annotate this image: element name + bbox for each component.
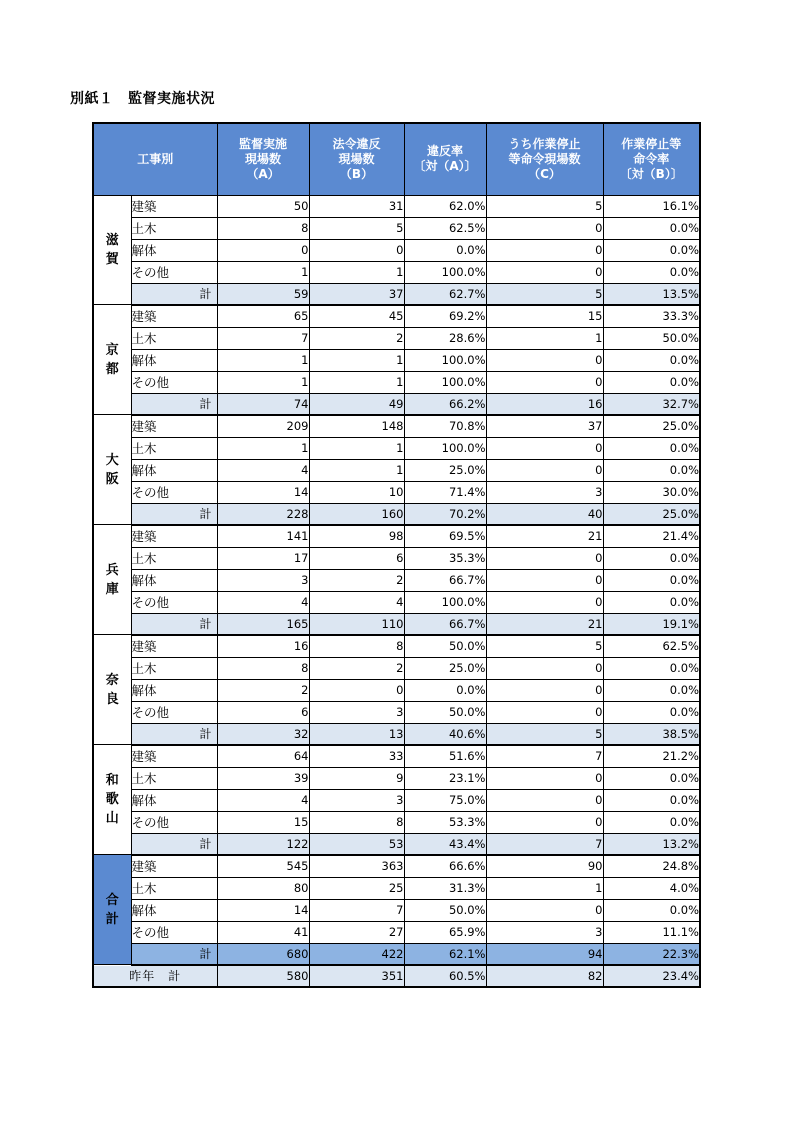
table-row <box>93 525 700 548</box>
table-row <box>93 591 700 613</box>
value-cell-r: 100.0% <box>404 437 486 459</box>
subtotal-cell-r: 62.7% <box>404 283 486 305</box>
inspection-table <box>92 122 701 988</box>
value-cell-a: 17 <box>217 547 309 569</box>
value-cell-r2: 4.0% <box>603 877 700 899</box>
value-cell-a: 16 <box>217 635 309 658</box>
value-cell-b: 148 <box>309 415 404 438</box>
subtotal-row <box>93 723 700 745</box>
subtotal-cell-c: 16 <box>486 393 603 415</box>
category-cell: 土木 <box>131 217 217 239</box>
value-cell-r2: 21.4% <box>603 525 700 548</box>
category-cell: 建築 <box>131 305 217 328</box>
value-cell-c: 3 <box>486 921 603 943</box>
value-cell-a: 4 <box>217 591 309 613</box>
value-cell-b: 5 <box>309 217 404 239</box>
subtotal-cell-r2: 32.7% <box>603 393 700 415</box>
category-cell: 解体 <box>131 239 217 261</box>
value-cell-b: 1 <box>309 371 404 393</box>
value-cell-c: 5 <box>486 195 603 217</box>
value-cell-r2: 0.0% <box>603 239 700 261</box>
value-cell-r2: 30.0% <box>603 481 700 503</box>
prefecture-char: 和 <box>105 773 119 788</box>
header-col-c: うち作業停止 等命令現場数 （C） <box>486 123 603 195</box>
value-cell-b: 25 <box>309 877 404 899</box>
subtotal-cell-b: 37 <box>309 283 404 305</box>
subtotal-cell-b: 160 <box>309 503 404 525</box>
category-cell: その他 <box>131 591 217 613</box>
subtotal-cell-c: 94 <box>486 943 603 965</box>
value-cell-r: 0.0% <box>404 239 486 261</box>
category-cell: 建築 <box>131 855 217 878</box>
table-row <box>93 415 700 438</box>
value-cell-r2: 0.0% <box>603 701 700 723</box>
table-row <box>93 547 700 569</box>
category-cell: その他 <box>131 261 217 283</box>
value-cell-r: 100.0% <box>404 371 486 393</box>
value-cell-b: 31 <box>309 195 404 217</box>
value-cell-b: 0 <box>309 239 404 261</box>
table-row <box>93 657 700 679</box>
prefecture-char: 賀 <box>105 251 119 267</box>
value-cell-r: 25.0% <box>404 657 486 679</box>
value-cell-c: 15 <box>486 305 603 328</box>
value-cell-b: 8 <box>309 635 404 658</box>
value-cell-b: 33 <box>309 745 404 768</box>
value-cell-c: 0 <box>486 239 603 261</box>
value-cell-b: 8 <box>309 811 404 833</box>
value-cell-r2: 0.0% <box>603 789 700 811</box>
value-cell-a: 1 <box>217 437 309 459</box>
value-cell-c: 7 <box>486 745 603 768</box>
value-cell-a: 1 <box>217 371 309 393</box>
table-row <box>93 195 700 217</box>
category-cell: 建築 <box>131 635 217 658</box>
table-row <box>93 239 700 261</box>
prefecture-char: 歌 <box>105 792 119 807</box>
value-cell-a: 15 <box>217 811 309 833</box>
value-cell-a: 64 <box>217 745 309 768</box>
table-row <box>93 811 700 833</box>
value-cell-a: 14 <box>217 481 309 503</box>
subtotal-label: 計 <box>131 833 217 855</box>
subtotal-cell-r: 70.2% <box>404 503 486 525</box>
header-col-a: 監督実施 現場数 （A） <box>217 123 309 195</box>
value-cell-r: 71.4% <box>404 481 486 503</box>
value-cell-r2: 0.0% <box>603 437 700 459</box>
value-cell-r: 100.0% <box>404 261 486 283</box>
value-cell-r: 100.0% <box>404 591 486 613</box>
value-cell-b: 6 <box>309 547 404 569</box>
prefecture-char: 奈 <box>105 672 119 688</box>
header-col-rate: 違反率 〔対（A）〕 <box>404 123 486 195</box>
value-cell-r: 50.0% <box>404 899 486 921</box>
table-row <box>93 217 700 239</box>
value-cell-c: 90 <box>486 855 603 878</box>
value-cell-c: 0 <box>486 547 603 569</box>
category-cell: 解体 <box>131 459 217 481</box>
value-cell-r2: 0.0% <box>603 547 700 569</box>
subtotal-cell-a: 74 <box>217 393 309 415</box>
previous-year-cell-c: 82 <box>486 965 603 987</box>
value-cell-c: 0 <box>486 701 603 723</box>
subtotal-cell-b: 53 <box>309 833 404 855</box>
prefecture-char: 計 <box>105 911 119 927</box>
previous-year-cell-r: 60.5% <box>404 965 486 987</box>
value-cell-r2: 0.0% <box>603 371 700 393</box>
subtotal-cell-r2: 13.5% <box>603 283 700 305</box>
prefecture-cell <box>93 305 131 415</box>
value-cell-r: 23.1% <box>404 767 486 789</box>
value-cell-a: 209 <box>217 415 309 438</box>
category-cell: 建築 <box>131 415 217 438</box>
value-cell-c: 3 <box>486 481 603 503</box>
prefecture-char: 兵 <box>105 562 119 578</box>
subtotal-row <box>93 503 700 525</box>
table-row <box>93 481 700 503</box>
category-cell: 土木 <box>131 877 217 899</box>
value-cell-r: 31.3% <box>404 877 486 899</box>
value-cell-a: 14 <box>217 899 309 921</box>
value-cell-r: 50.0% <box>404 635 486 658</box>
value-cell-c: 0 <box>486 349 603 371</box>
category-cell: その他 <box>131 811 217 833</box>
subtotal-cell-r2: 38.5% <box>603 723 700 745</box>
value-cell-r: 51.6% <box>404 745 486 768</box>
value-cell-r2: 16.1% <box>603 195 700 217</box>
value-cell-r2: 11.1% <box>603 921 700 943</box>
category-cell: 土木 <box>131 767 217 789</box>
value-cell-a: 41 <box>217 921 309 943</box>
subtotal-cell-r2: 25.0% <box>603 503 700 525</box>
table-row <box>93 701 700 723</box>
prefecture-cell <box>93 525 131 635</box>
value-cell-b: 27 <box>309 921 404 943</box>
value-cell-r2: 25.0% <box>603 415 700 438</box>
category-cell: 解体 <box>131 789 217 811</box>
header-col-b: 法令違反 現場数 （B） <box>309 123 404 195</box>
value-cell-a: 65 <box>217 305 309 328</box>
table-row <box>93 745 700 768</box>
prefecture-char: 大 <box>105 452 119 468</box>
value-cell-a: 80 <box>217 877 309 899</box>
subtotal-row <box>93 613 700 635</box>
value-cell-r2: 50.0% <box>603 327 700 349</box>
value-cell-b: 4 <box>309 591 404 613</box>
subtotal-row <box>93 393 700 415</box>
table-row <box>93 789 700 811</box>
value-cell-r: 62.0% <box>404 195 486 217</box>
subtotal-label: 計 <box>131 283 217 305</box>
value-cell-c: 0 <box>486 217 603 239</box>
value-cell-b: 1 <box>309 349 404 371</box>
subtotal-label: 計 <box>131 723 217 745</box>
table-row <box>93 679 700 701</box>
value-cell-b: 363 <box>309 855 404 878</box>
table-row <box>93 767 700 789</box>
value-cell-c: 21 <box>486 525 603 548</box>
value-cell-r: 100.0% <box>404 349 486 371</box>
value-cell-a: 545 <box>217 855 309 878</box>
value-cell-r: 35.3% <box>404 547 486 569</box>
subtotal-cell-a: 122 <box>217 833 309 855</box>
table-row <box>93 899 700 921</box>
value-cell-b: 3 <box>309 789 404 811</box>
category-cell: その他 <box>131 481 217 503</box>
value-cell-c: 1 <box>486 327 603 349</box>
value-cell-a: 39 <box>217 767 309 789</box>
table-row <box>93 459 700 481</box>
value-cell-c: 0 <box>486 811 603 833</box>
subtotal-cell-r: 62.1% <box>404 943 486 965</box>
subtotal-cell-b: 110 <box>309 613 404 635</box>
value-cell-c: 0 <box>486 899 603 921</box>
value-cell-r: 75.0% <box>404 789 486 811</box>
value-cell-r: 25.0% <box>404 459 486 481</box>
prefecture-char: 山 <box>105 811 119 826</box>
subtotal-cell-c: 5 <box>486 723 603 745</box>
value-cell-a: 4 <box>217 789 309 811</box>
value-cell-b: 9 <box>309 767 404 789</box>
value-cell-a: 50 <box>217 195 309 217</box>
subtotal-label: 計 <box>131 503 217 525</box>
prefecture-char: 良 <box>105 691 119 707</box>
value-cell-r: 65.9% <box>404 921 486 943</box>
subtotal-cell-r2: 22.3% <box>603 943 700 965</box>
subtotal-cell-c: 5 <box>486 283 603 305</box>
value-cell-c: 5 <box>486 635 603 658</box>
category-cell: 土木 <box>131 657 217 679</box>
prefecture-cell <box>93 415 131 525</box>
value-cell-c: 0 <box>486 679 603 701</box>
subtotal-cell-b: 49 <box>309 393 404 415</box>
value-cell-r: 66.7% <box>404 569 486 591</box>
value-cell-r: 50.0% <box>404 701 486 723</box>
previous-year-label: 昨年 計 <box>93 965 217 987</box>
value-cell-b: 1 <box>309 261 404 283</box>
prefecture-char: 京 <box>105 342 119 358</box>
value-cell-c: 0 <box>486 371 603 393</box>
value-cell-a: 3 <box>217 569 309 591</box>
subtotal-row <box>93 283 700 305</box>
table-row <box>93 437 700 459</box>
value-cell-r: 66.6% <box>404 855 486 878</box>
value-cell-r2: 0.0% <box>603 569 700 591</box>
subtotal-cell-r: 43.4% <box>404 833 486 855</box>
header-category: 工事別 <box>93 123 217 195</box>
subtotal-cell-a: 32 <box>217 723 309 745</box>
value-cell-b: 10 <box>309 481 404 503</box>
value-cell-c: 0 <box>486 657 603 679</box>
subtotal-label: 計 <box>131 943 217 965</box>
table-row <box>93 261 700 283</box>
category-cell: その他 <box>131 701 217 723</box>
category-cell: その他 <box>131 371 217 393</box>
previous-year-cell-b: 351 <box>309 965 404 987</box>
prefecture-cell <box>93 635 131 745</box>
value-cell-c: 0 <box>486 569 603 591</box>
category-cell: その他 <box>131 921 217 943</box>
value-cell-c: 0 <box>486 767 603 789</box>
value-cell-a: 8 <box>217 217 309 239</box>
value-cell-r2: 0.0% <box>603 349 700 371</box>
subtotal-cell-c: 7 <box>486 833 603 855</box>
value-cell-b: 2 <box>309 657 404 679</box>
value-cell-r: 0.0% <box>404 679 486 701</box>
category-cell: 建築 <box>131 525 217 548</box>
value-cell-r2: 0.0% <box>603 679 700 701</box>
subtotal-cell-r2: 19.1% <box>603 613 700 635</box>
subtotal-label: 計 <box>131 393 217 415</box>
table-row <box>93 327 700 349</box>
category-cell: 解体 <box>131 679 217 701</box>
value-cell-r: 28.6% <box>404 327 486 349</box>
prefecture-cell <box>93 745 131 855</box>
value-cell-b: 2 <box>309 569 404 591</box>
previous-year-row <box>93 965 700 987</box>
value-cell-r2: 0.0% <box>603 217 700 239</box>
value-cell-r: 70.8% <box>404 415 486 438</box>
value-cell-a: 7 <box>217 327 309 349</box>
table-row <box>93 569 700 591</box>
value-cell-r2: 0.0% <box>603 459 700 481</box>
value-cell-b: 2 <box>309 327 404 349</box>
subtotal-row <box>93 943 700 965</box>
value-cell-r: 53.3% <box>404 811 486 833</box>
value-cell-c: 0 <box>486 591 603 613</box>
previous-year-cell-a: 580 <box>217 965 309 987</box>
value-cell-r2: 0.0% <box>603 767 700 789</box>
category-cell: 土木 <box>131 547 217 569</box>
value-cell-r: 69.5% <box>404 525 486 548</box>
value-cell-r: 69.2% <box>404 305 486 328</box>
value-cell-b: 98 <box>309 525 404 548</box>
subtotal-cell-r2: 13.2% <box>603 833 700 855</box>
subtotal-label: 計 <box>131 613 217 635</box>
value-cell-a: 1 <box>217 349 309 371</box>
value-cell-c: 0 <box>486 789 603 811</box>
page-title: 別紙１ 監督実施状況 <box>70 91 215 107</box>
value-cell-r2: 33.3% <box>603 305 700 328</box>
value-cell-c: 0 <box>486 261 603 283</box>
value-cell-a: 6 <box>217 701 309 723</box>
value-cell-r2: 0.0% <box>603 591 700 613</box>
value-cell-a: 4 <box>217 459 309 481</box>
value-cell-r: 62.5% <box>404 217 486 239</box>
subtotal-cell-r: 66.7% <box>404 613 486 635</box>
subtotal-cell-c: 21 <box>486 613 603 635</box>
category-cell: 土木 <box>131 327 217 349</box>
subtotal-cell-b: 13 <box>309 723 404 745</box>
category-cell: 解体 <box>131 569 217 591</box>
table-row <box>93 855 700 878</box>
value-cell-a: 2 <box>217 679 309 701</box>
value-cell-b: 7 <box>309 899 404 921</box>
subtotal-cell-b: 422 <box>309 943 404 965</box>
subtotal-cell-a: 228 <box>217 503 309 525</box>
header-col-rate2: 作業停止等 命令率 〔対（B）〕 <box>603 123 700 195</box>
table-row <box>93 371 700 393</box>
prefecture-char: 滋 <box>105 232 119 248</box>
value-cell-r2: 0.0% <box>603 657 700 679</box>
prefecture-char: 合 <box>105 892 119 908</box>
prefecture-char: 都 <box>105 361 119 377</box>
value-cell-a: 1 <box>217 261 309 283</box>
subtotal-cell-c: 40 <box>486 503 603 525</box>
subtotal-cell-a: 165 <box>217 613 309 635</box>
subtotal-row <box>93 833 700 855</box>
table-row <box>93 305 700 328</box>
value-cell-c: 1 <box>486 877 603 899</box>
value-cell-b: 1 <box>309 459 404 481</box>
value-cell-a: 141 <box>217 525 309 548</box>
value-cell-b: 0 <box>309 679 404 701</box>
value-cell-a: 0 <box>217 239 309 261</box>
prefecture-char: 庫 <box>105 581 119 597</box>
value-cell-c: 0 <box>486 459 603 481</box>
subtotal-cell-r: 40.6% <box>404 723 486 745</box>
value-cell-r2: 0.0% <box>603 899 700 921</box>
table-row <box>93 877 700 899</box>
value-cell-r2: 0.0% <box>603 811 700 833</box>
prefecture-cell <box>93 195 131 305</box>
value-cell-b: 1 <box>309 437 404 459</box>
value-cell-r2: 62.5% <box>603 635 700 658</box>
subtotal-cell-a: 59 <box>217 283 309 305</box>
category-cell: 建築 <box>131 195 217 217</box>
value-cell-r2: 21.2% <box>603 745 700 768</box>
prefecture-cell <box>93 855 131 965</box>
table-body <box>93 195 700 987</box>
category-cell: 建築 <box>131 745 217 768</box>
prefecture-char: 阪 <box>105 471 119 487</box>
category-cell: 土木 <box>131 437 217 459</box>
table-row <box>93 635 700 658</box>
value-cell-r2: 24.8% <box>603 855 700 878</box>
previous-year-cell-r2: 23.4% <box>603 965 700 987</box>
category-cell: 解体 <box>131 899 217 921</box>
value-cell-b: 3 <box>309 701 404 723</box>
subtotal-cell-a: 680 <box>217 943 309 965</box>
value-cell-b: 45 <box>309 305 404 328</box>
table-row <box>93 349 700 371</box>
value-cell-a: 8 <box>217 657 309 679</box>
category-cell: 解体 <box>131 349 217 371</box>
table-row <box>93 921 700 943</box>
value-cell-r2: 0.0% <box>603 261 700 283</box>
value-cell-c: 0 <box>486 437 603 459</box>
value-cell-c: 37 <box>486 415 603 438</box>
subtotal-cell-r: 66.2% <box>404 393 486 415</box>
